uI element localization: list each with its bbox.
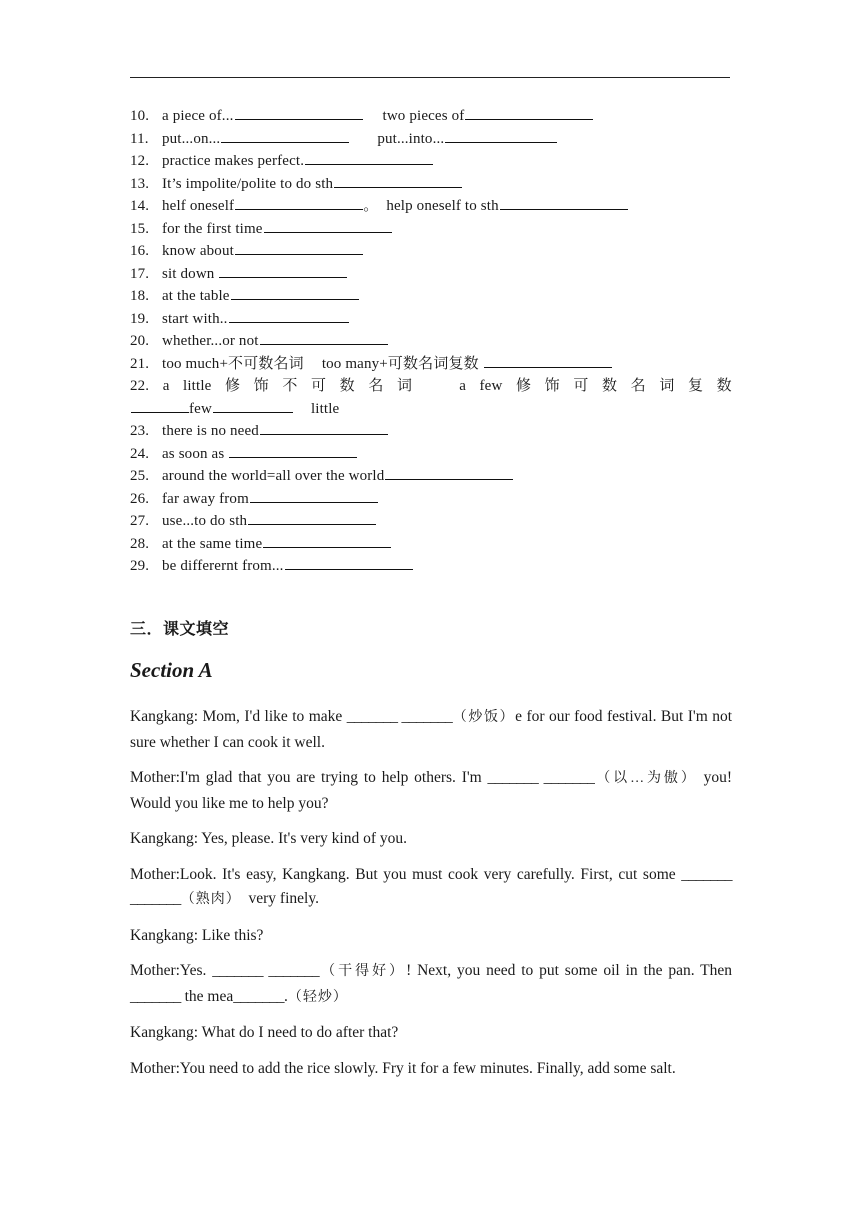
phrase-text: as soon as	[162, 445, 229, 462]
item-number: 24.	[130, 445, 150, 462]
item-number: 20.	[130, 333, 150, 349]
line-text: Mother:I'm glad that you are trying to help others. I'm	[130, 769, 488, 786]
list-item	[130, 555, 732, 578]
list-item	[130, 465, 732, 488]
answer-blank[interactable]: _______ _______	[346, 708, 453, 725]
line-text: Mother:You need to add the rice slowly. Fry it for a few minutes. Finally, add some salt.	[130, 1059, 676, 1077]
line-text: ! Next, you need to put some oil in the pan. Then	[406, 962, 733, 979]
word: 词	[397, 378, 413, 394]
item-number: 11.	[130, 130, 149, 147]
phrase-text: be differernt from...	[162, 558, 284, 574]
answer-blank[interactable]	[229, 308, 349, 323]
phrase-text: around the world=all over the world	[162, 468, 385, 484]
header-rule	[130, 77, 730, 78]
item-number: 29.	[130, 558, 150, 574]
line-text: Kangkang: What do I need to do after that?	[130, 1024, 399, 1041]
word: 不	[282, 378, 298, 394]
line-text: the mea	[180, 987, 234, 1005]
list-item	[130, 240, 732, 263]
item-number: 10.	[130, 108, 150, 124]
line-text: .	[284, 987, 288, 1005]
list-item	[130, 375, 732, 420]
list-item	[130, 510, 732, 533]
answer-blank[interactable]	[260, 420, 388, 435]
dialogue-line	[130, 959, 732, 1010]
phrase-text: sit down	[162, 265, 219, 282]
item-number: 13.	[130, 175, 150, 192]
line-text: e for our food festival. But I'm not sure whether I can cook it well.	[130, 708, 733, 751]
word: a	[162, 378, 170, 394]
answer-blank[interactable]	[131, 398, 189, 413]
item-number: 28.	[130, 535, 150, 552]
answer-blank[interactable]: _______ _______	[487, 769, 595, 786]
word: 修	[224, 378, 241, 394]
phrase-text: too much+不可数名词	[162, 355, 304, 372]
answer-blank[interactable]	[484, 353, 612, 368]
word: 修	[515, 378, 532, 394]
phrase-text: little	[310, 400, 340, 417]
list-item	[130, 533, 732, 556]
answer-blank[interactable]	[385, 465, 513, 480]
phrase-text: helf oneself	[162, 198, 235, 214]
dialogue-line	[130, 1021, 732, 1046]
phrase-text: at the table	[162, 288, 230, 304]
phrase-text: start with..	[162, 310, 228, 327]
chinese-hint: （轻炒）	[287, 989, 348, 1005]
answer-blank[interactable]	[250, 488, 378, 503]
line-text: you! Would you like me to help you?	[130, 769, 732, 812]
phrase-list	[130, 105, 732, 578]
answer-blank[interactable]	[235, 240, 363, 255]
item-number: 27.	[130, 513, 150, 529]
line-text: Kangkang: Mom, I'd like to make	[130, 708, 347, 725]
word: 数	[601, 378, 618, 394]
answer-blank[interactable]	[219, 263, 347, 278]
item-number: 19.	[130, 310, 150, 327]
dialogue-line	[130, 1057, 732, 1082]
spacer	[426, 375, 446, 398]
section-title: Section A	[130, 658, 213, 682]
item-number: 15.	[130, 220, 150, 237]
dialogue	[130, 705, 732, 1092]
answer-blank[interactable]	[264, 218, 392, 233]
list-item	[130, 353, 732, 376]
phrase-text: It’s impolite/polite to do sth	[162, 175, 334, 192]
line-text: Kangkang: Yes, please. It's very kind of you.	[130, 830, 408, 847]
dialogue-line	[130, 827, 732, 852]
item-number: 16.	[130, 243, 150, 259]
list-item	[130, 150, 732, 173]
phrase-text: at the same time	[162, 535, 263, 552]
line-text: Kangkang: Like this?	[130, 926, 264, 944]
list-item	[130, 330, 732, 353]
list-item	[130, 443, 732, 466]
answer-blank[interactable]	[235, 105, 363, 120]
word: a	[459, 378, 466, 394]
line-text: Mother:Look. It's easy, Kangkang. But you must cook very carefully. First, cut some	[130, 865, 682, 883]
item-number: 14.	[130, 198, 150, 214]
phrase-text: use...to do sth	[162, 513, 248, 529]
list-item	[130, 285, 732, 308]
item-number: 12.	[130, 153, 150, 169]
item-line	[130, 375, 732, 398]
word: 饰	[253, 378, 269, 394]
answer-blank[interactable]	[248, 510, 376, 525]
item-number: 26.	[130, 490, 150, 507]
word: 数	[339, 378, 355, 394]
phrase-text: too many+可数名词复数	[321, 355, 483, 372]
answer-blank[interactable]	[445, 128, 557, 143]
phrase-text: know about	[162, 243, 234, 259]
item-number: 21.	[130, 355, 150, 372]
chinese-hint: （炒饭）	[452, 710, 516, 725]
phrase-text: far away from	[162, 490, 249, 507]
answer-blank[interactable]	[465, 105, 593, 120]
answer-blank[interactable]	[260, 330, 388, 345]
phrase-text: whether...or not	[162, 333, 259, 349]
answer-blank[interactable]	[305, 150, 433, 165]
word: few	[479, 378, 503, 394]
answer-blank[interactable]	[231, 285, 359, 300]
phrase-text: there is no need	[162, 423, 259, 439]
answer-blank[interactable]: _______ _______	[130, 865, 732, 907]
answer-blank[interactable]	[229, 443, 357, 458]
item-number: 17.	[130, 265, 150, 282]
word: 数	[716, 378, 732, 394]
answer-blank[interactable]	[334, 173, 462, 188]
answer-blank[interactable]	[235, 195, 363, 210]
item-number: 23.	[130, 423, 150, 439]
answer-blank[interactable]	[285, 555, 413, 570]
list-item	[130, 218, 732, 241]
item-number: 25.	[130, 468, 150, 484]
phrase-text: help oneself to sth	[386, 198, 499, 214]
section-heading: 三．课文填空	[130, 619, 230, 638]
word: little	[183, 378, 212, 394]
word: 可	[310, 378, 327, 394]
separator: 。	[363, 198, 379, 214]
word: 名	[368, 378, 384, 394]
answer-blank[interactable]: _______ _______	[212, 962, 320, 979]
phrase-text: for the first time	[162, 220, 263, 237]
list-item	[130, 173, 732, 196]
phrase-text: put...on...	[162, 130, 221, 147]
list-item	[130, 420, 732, 443]
item-number: 22.	[130, 378, 150, 394]
list-item	[130, 105, 732, 128]
line-text: very finely.	[240, 890, 319, 907]
phrase-text: practice makes perfect.	[162, 153, 305, 169]
answer-blank[interactable]	[263, 533, 391, 548]
item-line	[130, 398, 732, 421]
phrase-text: few	[189, 400, 212, 417]
word: 复	[688, 378, 704, 394]
dialogue-line	[130, 863, 732, 913]
phrase-text: put...into...	[377, 130, 445, 147]
answer-blank[interactable]	[500, 195, 628, 210]
answer-blank[interactable]: _______	[233, 987, 285, 1005]
chinese-hint: （干得好）	[319, 964, 407, 979]
word: 词	[659, 378, 675, 394]
dialogue-line	[130, 705, 732, 755]
word: 饰	[544, 378, 560, 394]
item-number: 18.	[130, 288, 150, 304]
dialogue-line	[130, 924, 732, 949]
list-item	[130, 263, 732, 286]
word: 可	[573, 378, 589, 394]
word: 名	[630, 378, 646, 394]
phrase-text: a piece of...	[162, 108, 234, 124]
chinese-hint: （以…为傲）	[594, 771, 698, 786]
answer-blank[interactable]: _______	[130, 987, 181, 1005]
list-item	[130, 488, 732, 511]
phrase-text: two pieces of	[382, 108, 465, 124]
dialogue-line	[130, 766, 732, 816]
line-text: Mother:Yes.	[130, 962, 213, 979]
answer-blank[interactable]	[221, 128, 349, 143]
list-item	[130, 128, 732, 151]
list-item	[130, 308, 732, 331]
list-item	[130, 195, 732, 218]
answer-blank[interactable]	[213, 398, 293, 413]
chinese-hint: （熟肉）	[180, 892, 241, 907]
